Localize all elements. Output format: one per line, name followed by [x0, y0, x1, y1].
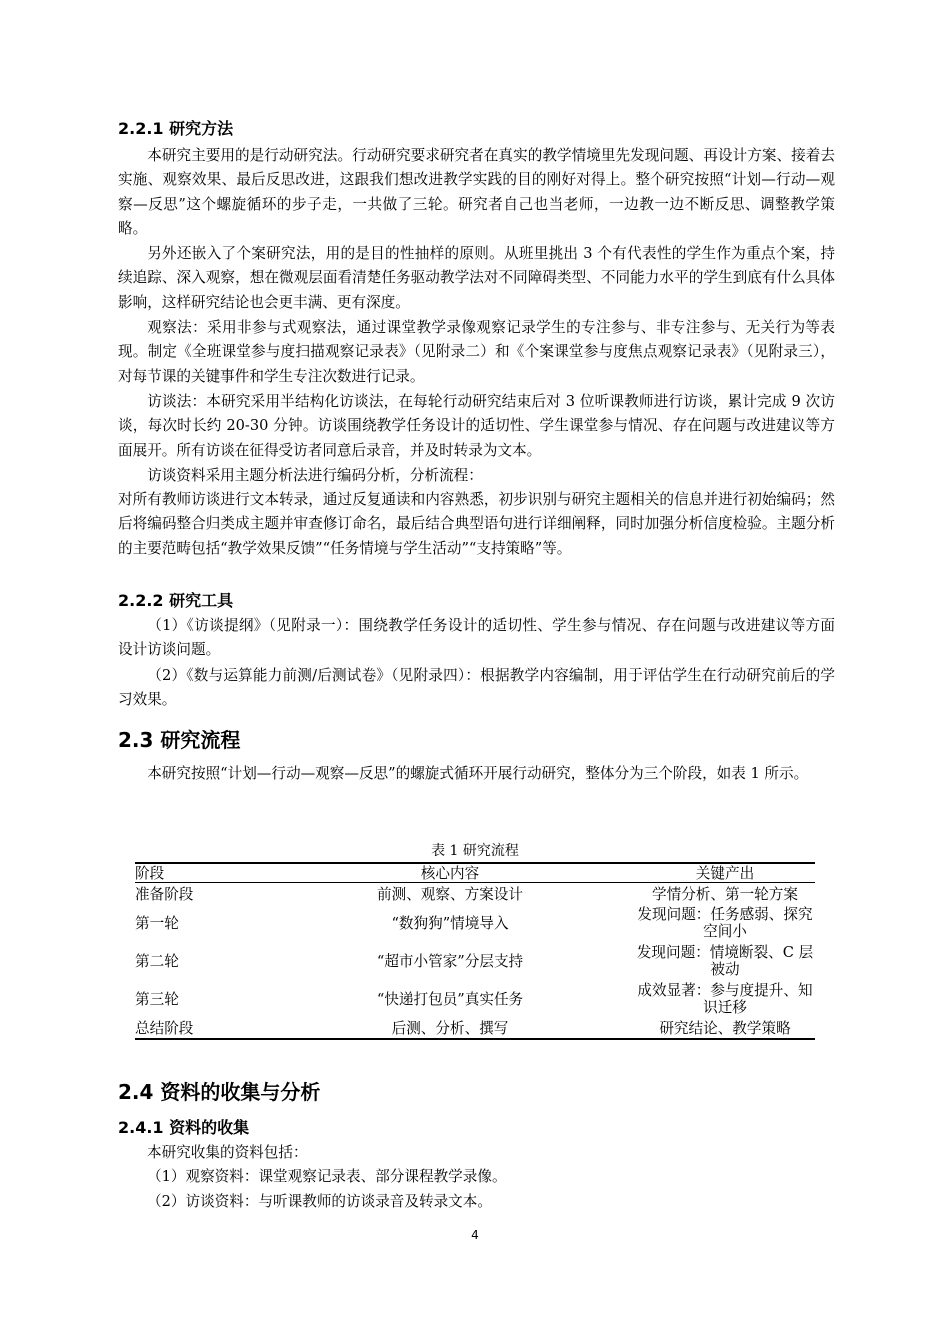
table-header-stage: 阶段 [135, 865, 165, 882]
table-cell-r3-content: “超市小管家”分层支持 [376, 953, 524, 970]
table-cell-r2-content: “数狗狗”情境导入 [391, 915, 509, 932]
data-collection-interview: （2）访谈资料：与听课教师的访谈录音及转录文本。 [147, 1193, 492, 1210]
table-cell-r1-stage: 准备阶段 [135, 886, 194, 903]
paragraph-tool-test-paper: （2）《数与运算能力前测/后测试卷》（见附录四）：根据教学内容编制，用于评估学生在行动研究前后的学习效果。 [118, 667, 835, 709]
data-collection-intro: 本研究收集的资料包括： [147, 1144, 308, 1161]
table-cell-r5-content: 后测、分析、撰写 [391, 1020, 509, 1037]
data-collection-observation: （1）观察资料：课堂观察记录表、部分课程教学录像。 [147, 1168, 507, 1185]
table-cell-r5-stage: 总结阶段 [135, 1020, 194, 1037]
paragraph-analysis-process: 对所有教师访谈进行文本转录，通过反复通读和内容熟悉，初步识别与研究主题相关的信息并进行初始编码；然后将编码整合归类成主题并审查修订命名，最后结合典型语句进行详细阐释，同时加强分析信度检验。主题分析的主要范畴包括“教学效果反馈”“任务情境与学生活动”“支持策略”等。 [118, 491, 835, 557]
paragraph-method-observation: 观察法：采用非参与式观察法，通过课堂教学录像观察记录学生的专注参与、非专注参与、无关行为等表现。制定《全班课堂参与度扫描观察记录表》（见附录二）和《个案课堂参与度焦点观察记录表》（见附录三），对每节课的关键事件和学生专注次数进行记录。 [118, 319, 835, 385]
paragraph-analysis-intro: 访谈资料采用主题分析法进行编码分析，分析流程： [147, 467, 483, 484]
table-cell-r1-content: 前测、观察、方案设计 [377, 886, 523, 903]
table-header-output: 关键产出 [695, 865, 755, 882]
page-number: 4 [471, 1228, 479, 1242]
table-cell-r3-stage: 第二轮 [135, 953, 179, 970]
table-top-rule [135, 862, 815, 864]
table-cell-r5-output: 研究结论、教学策略 [659, 1020, 791, 1037]
paragraph-research-process: 本研究按照“计划—行动—观察—反思”的螺旋式循环开展行动研究，整体分为三个阶段，如表 1 所示。 [147, 765, 809, 782]
table-header-content: 核心内容 [420, 865, 480, 882]
table-cell-r2-output: 发现问题：任务感弱、探究空间小 [637, 906, 813, 940]
table-caption: 表 1 研究流程 [431, 843, 519, 859]
heading-2-4-1: 2.4.1 资料的收集 [118, 1118, 250, 1137]
paragraph-method-action-research: 本研究主要用的是行动研究法。行动研究要求研究者在真实的教学情境里先发现问题、再设计方案、接着去实施、观察效果、最后反思改进，这跟我们想改进教学实践的目的刚好对得上。整个研究按照“计划—行动—观察—反思”这个螺旋循环的步子走，一共做了三轮。研究者自己也当老师，一边教一边不断反思、调整教学策略。 [118, 147, 835, 238]
table-bottom-rule [135, 1038, 815, 1040]
table-header-rule [135, 882, 815, 883]
table-cell-r1-output: 学情分析、第一轮方案 [652, 886, 798, 903]
table-cell-r3-output: 发现问题：情境断裂、C 层被动 [636, 944, 814, 978]
table-cell-r4-stage: 第三轮 [135, 991, 179, 1008]
heading-2-3: 2.3 研究流程 [118, 728, 241, 752]
heading-2-2-2: 2.2.2 研究工具 [118, 591, 234, 610]
heading-2-4: 2.4 资料的收集与分析 [118, 1080, 321, 1104]
paragraph-method-case-study: 另外还嵌入了个案研究法，用的是目的性抽样的原则。从班里挑出 3 个有代表性的学生作为重点个案，持续追踪、深入观察，想在微观层面看清楚任务驱动教学法对不同障碍类型、不同能力水平的学生到底有什么具体影响，这样研究结论也会更丰满、更有深度。 [118, 245, 835, 311]
paragraph-tool-interview-outline: （1）《访谈提纲》（见附录一）：围绕教学任务设计的适切性、学生参与情况、存在问题与改进建议等方面设计访谈问题。 [118, 617, 835, 659]
paragraph-method-interview: 访谈法：本研究采用半结构化访谈法，在每轮行动研究结束后对 3 位听课教师进行访谈，累计完成 9 次访谈，每次时长约 20-30 分钟。访谈围绕教学任务设计的适切性、学生课堂参与情况、存在问题与改进建议等方面展开。所有访谈在征得受访者同意后录音，并及时转录为文本。 [118, 393, 835, 459]
heading-2-2-1: 2.2.1 研究方法 [118, 119, 234, 138]
table-cell-r4-content: “快递打包员”真实任务 [376, 991, 524, 1008]
table-cell-r2-stage: 第一轮 [135, 915, 179, 932]
table-cell-r4-output: 成效显著：参与度提升、知识迁移 [637, 982, 813, 1016]
